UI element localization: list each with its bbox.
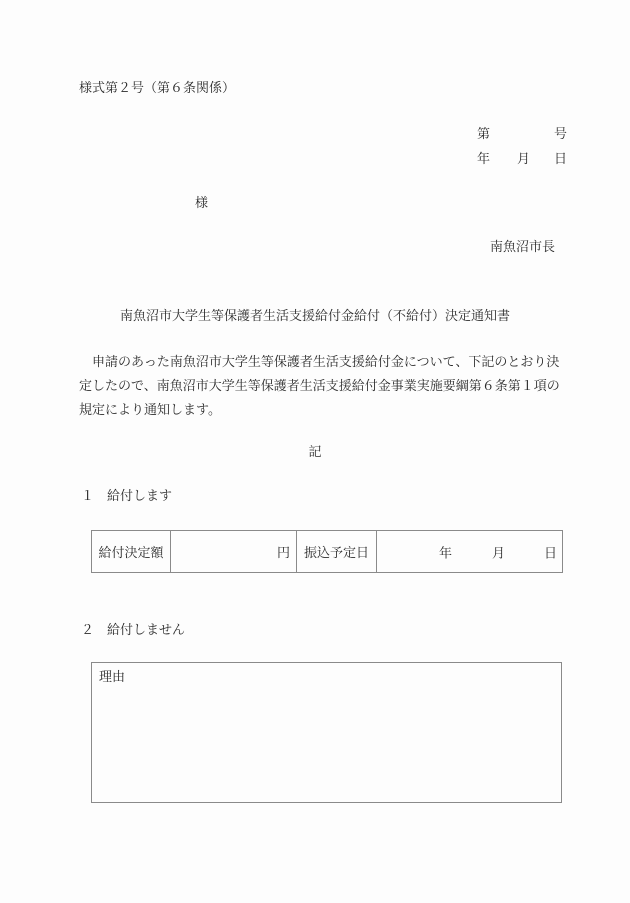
transfer-date-label: 振込予定日 bbox=[297, 531, 377, 573]
doc-number-prefix: 第 bbox=[477, 127, 491, 142]
addressee-honorific: 様 bbox=[195, 196, 209, 211]
document-title: 南魚沼市大学生等保護者生活支援給付金給付（不給付）決定通知書 bbox=[119, 309, 510, 324]
issue-date-month: 月 bbox=[517, 152, 531, 167]
ki-marker: 記 bbox=[308, 445, 322, 460]
transfer-date-month: 月 bbox=[492, 546, 506, 561]
amount-label: 給付決定額 bbox=[92, 531, 171, 573]
reason-label: 理由 bbox=[99, 670, 126, 685]
transfer-date-year: 年 bbox=[439, 546, 453, 561]
issuer: 南魚沼市長 bbox=[490, 240, 556, 255]
reason-box[interactable] bbox=[91, 662, 562, 803]
doc-number-suffix: 号 bbox=[554, 127, 568, 142]
body-text: 申請のあった南魚沼市大学生等保護者生活支援給付金について、下記のとおり決定したので、南魚沼市大学生等保護者生活支援給付金事業実施要綱第６条第１項の規定により通知します。 bbox=[79, 355, 560, 418]
amount-unit: 円 bbox=[276, 546, 290, 561]
transfer-date-field[interactable] bbox=[377, 531, 563, 573]
section-2-heading: ２ 給付しません bbox=[81, 623, 186, 638]
issue-date-year: 年 bbox=[477, 152, 491, 167]
amount-field[interactable] bbox=[171, 531, 297, 573]
table-row bbox=[92, 531, 563, 573]
form-number: 様式第２号（第６条関係） bbox=[79, 81, 236, 96]
issue-date-day: 日 bbox=[554, 152, 568, 167]
section-1-heading: １ 給付します bbox=[81, 489, 173, 504]
grant-decision-table bbox=[91, 530, 563, 573]
transfer-date-day: 日 bbox=[544, 546, 558, 561]
